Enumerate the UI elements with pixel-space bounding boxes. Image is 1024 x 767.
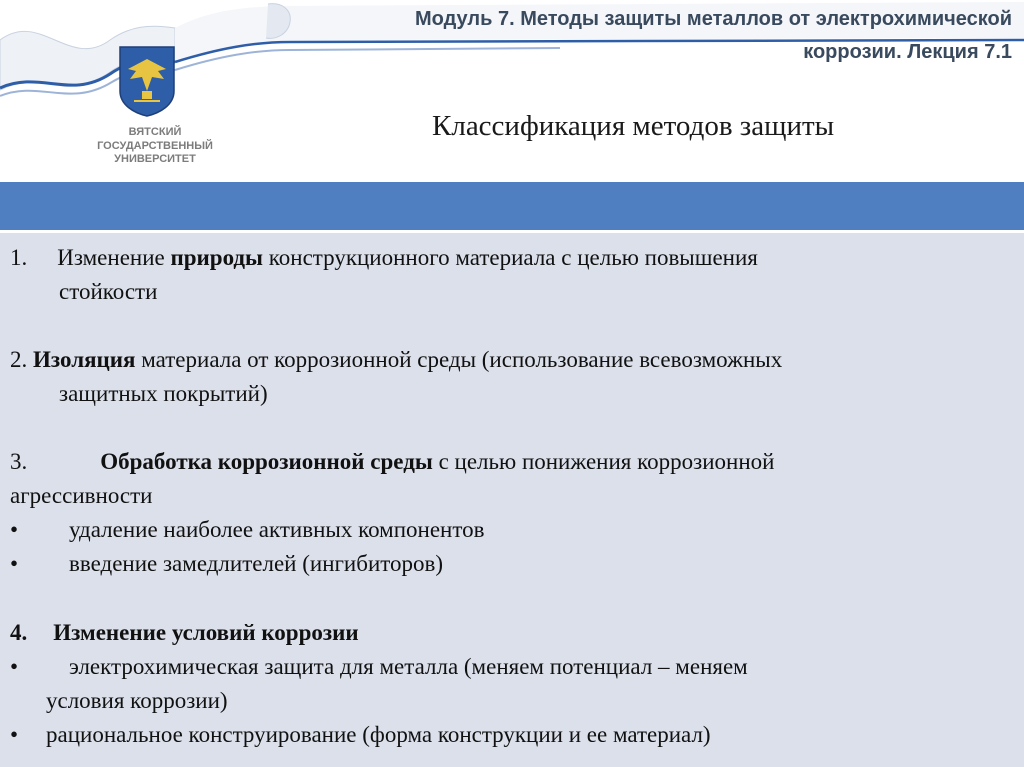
university-name bbox=[80, 126, 230, 167]
list-item-4-line-1 bbox=[10, 616, 1016, 650]
list-item-3-bullet-2 bbox=[10, 547, 1016, 581]
list-item-3-bold: Обработка коррозионной среды bbox=[100, 449, 433, 474]
eagle-crest-icon bbox=[116, 45, 178, 117]
university-name-line-2: ГОСУДАРСТВЕННЫЙ bbox=[97, 139, 213, 152]
list-item-4 bbox=[10, 616, 1016, 752]
list-item-1-text-pre: Изменение bbox=[57, 245, 171, 270]
slide-content bbox=[0, 233, 1024, 767]
slide-title: Классификация методов защиты bbox=[432, 110, 835, 142]
bullet-icon: • bbox=[10, 517, 19, 542]
list-item-3-number: 3. bbox=[10, 449, 28, 474]
list-item-1-line-1 bbox=[10, 241, 1016, 275]
list-item-4-bullet-2 bbox=[10, 718, 1016, 752]
list-item-4-bullet-1-continuation: условия коррозии) bbox=[46, 688, 228, 713]
bullet-text: рациональное конструирование (форма конструкции и ее материал) bbox=[46, 722, 711, 747]
list-item-2-continuation: защитных покрытий) bbox=[59, 381, 268, 406]
list-item-3 bbox=[10, 445, 1016, 581]
module-title bbox=[292, 3, 1012, 69]
list-item-2-line-1 bbox=[10, 343, 1016, 377]
module-title-line-1: Модуль 7. Методы защиты металлов от электрохимической bbox=[414, 8, 1012, 30]
list-item-3-bullet-1 bbox=[10, 513, 1016, 547]
university-name-line-1: ВЯТСКИЙ bbox=[128, 126, 182, 138]
blue-band bbox=[0, 182, 1024, 233]
university-name-line-3: УНИВЕРСИТЕТ bbox=[114, 153, 196, 165]
bullet-text: удаление наиболее активных компонентов bbox=[69, 517, 485, 542]
module-title-line-2: коррозии. Лекция 7.1 bbox=[803, 41, 1012, 63]
list-item-3-text: с целью понижения коррозионной bbox=[432, 449, 775, 474]
list-item-2-text: материала от коррозионной среды (использование всевозможных bbox=[135, 347, 783, 372]
list-item-3-line-1 bbox=[10, 445, 1016, 479]
list-item-4-number: 4. bbox=[10, 620, 28, 645]
list-item-3-continuation: агрессивности bbox=[10, 483, 153, 508]
bullet-icon: • bbox=[10, 551, 19, 576]
list-item-2-number: 2. bbox=[10, 347, 33, 372]
bullet-text: введение замедлителей (ингибиторов) bbox=[69, 551, 444, 576]
list-item-1-continuation: стойкости bbox=[59, 279, 158, 304]
list-item-1-bold: природы bbox=[170, 245, 264, 270]
list-item-1-text: конструкционного материала с целью повышения bbox=[263, 245, 758, 270]
list-item-4-bold: Изменение условий коррозии bbox=[53, 620, 359, 645]
bullet-icon: • bbox=[10, 654, 19, 679]
list-item-1-number: 1. bbox=[10, 245, 28, 270]
list-item-4-bullet-1 bbox=[10, 650, 1016, 684]
list-item-2 bbox=[10, 343, 1016, 411]
bullet-text: электрохимическая защита для металла (меняем потенциал – меняем bbox=[69, 654, 748, 679]
bullet-icon: • bbox=[10, 722, 19, 747]
list-item-2-bold: Изоляция bbox=[33, 347, 136, 372]
list-item-1 bbox=[10, 241, 1016, 309]
slide-header bbox=[0, 0, 1024, 182]
